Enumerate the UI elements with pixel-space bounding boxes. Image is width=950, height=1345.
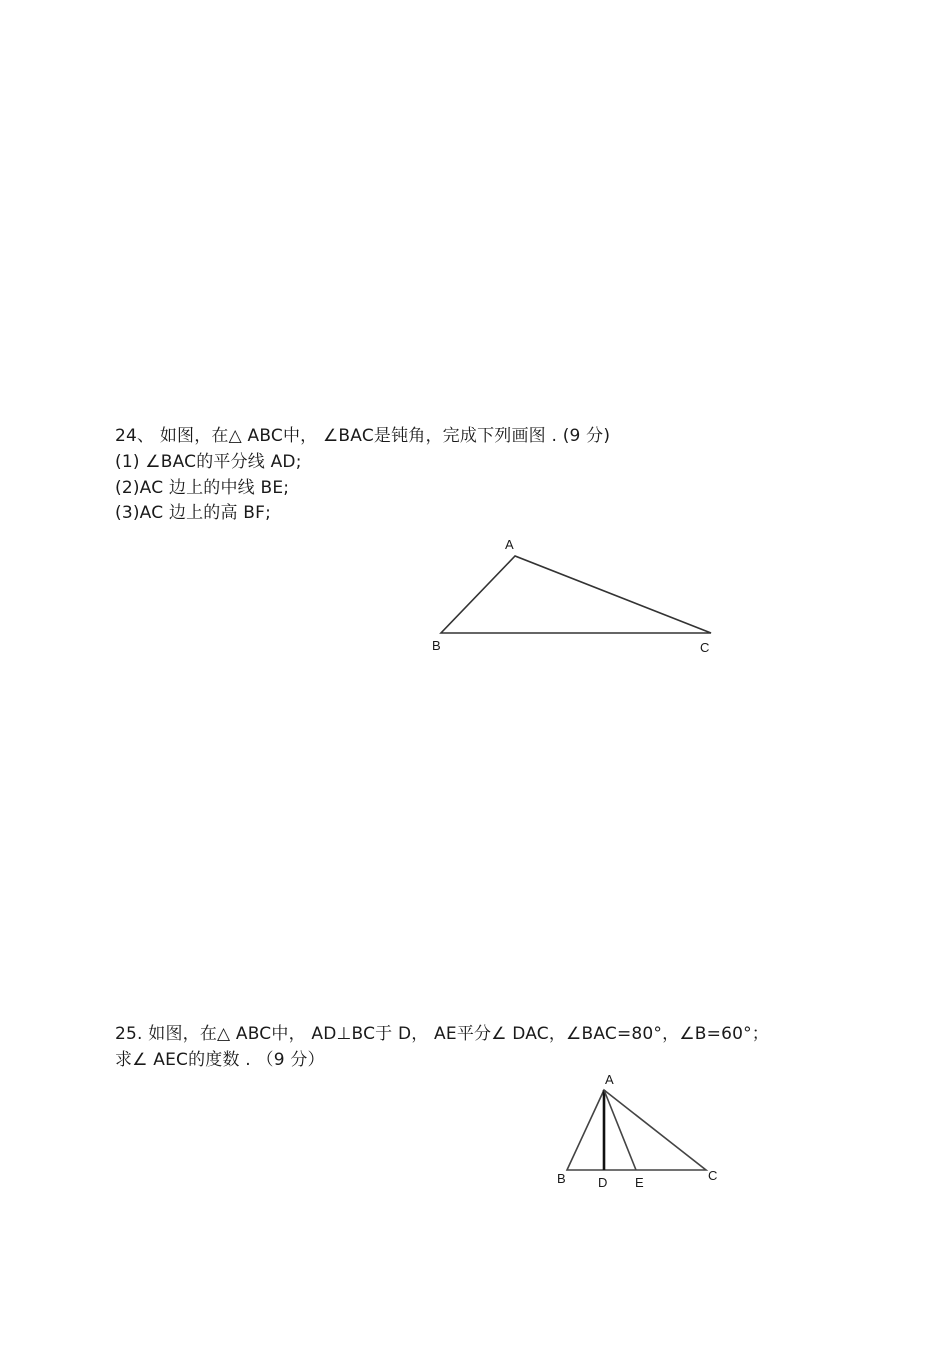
q25-line-1: 25. 如图，在△ ABC中， AD⊥BC于 D， AE平分∠ DAC，∠BAC=80°，∠B=60°； [115,1024,770,1044]
q24-item-1: (1) ∠BAC的平分线 AD; [115,452,302,472]
q25-label-c: C [708,1168,718,1183]
q25-label-b: B [557,1171,566,1186]
q25-line-2: 求∠ AEC的度数 . （9 分） [115,1050,325,1070]
q25-label-a: A [605,1072,614,1087]
q24-item-2: (2)AC 边上的中线 BE; [115,478,290,498]
q24-title: 24、 如图，在△ ABC中， ∠BAC是钝角，完成下列画图 . (9 分) [115,426,611,446]
q25-label-d: D [598,1175,608,1190]
q24-label-b: B [432,638,441,653]
q25-triangle-abc [567,1090,706,1170]
q24-label-c: C [700,640,710,655]
q25-label-e: E [635,1175,644,1190]
q24-item-3: (3)AC 边上的高 BF; [115,503,272,523]
q24-label-a: A [505,537,514,552]
